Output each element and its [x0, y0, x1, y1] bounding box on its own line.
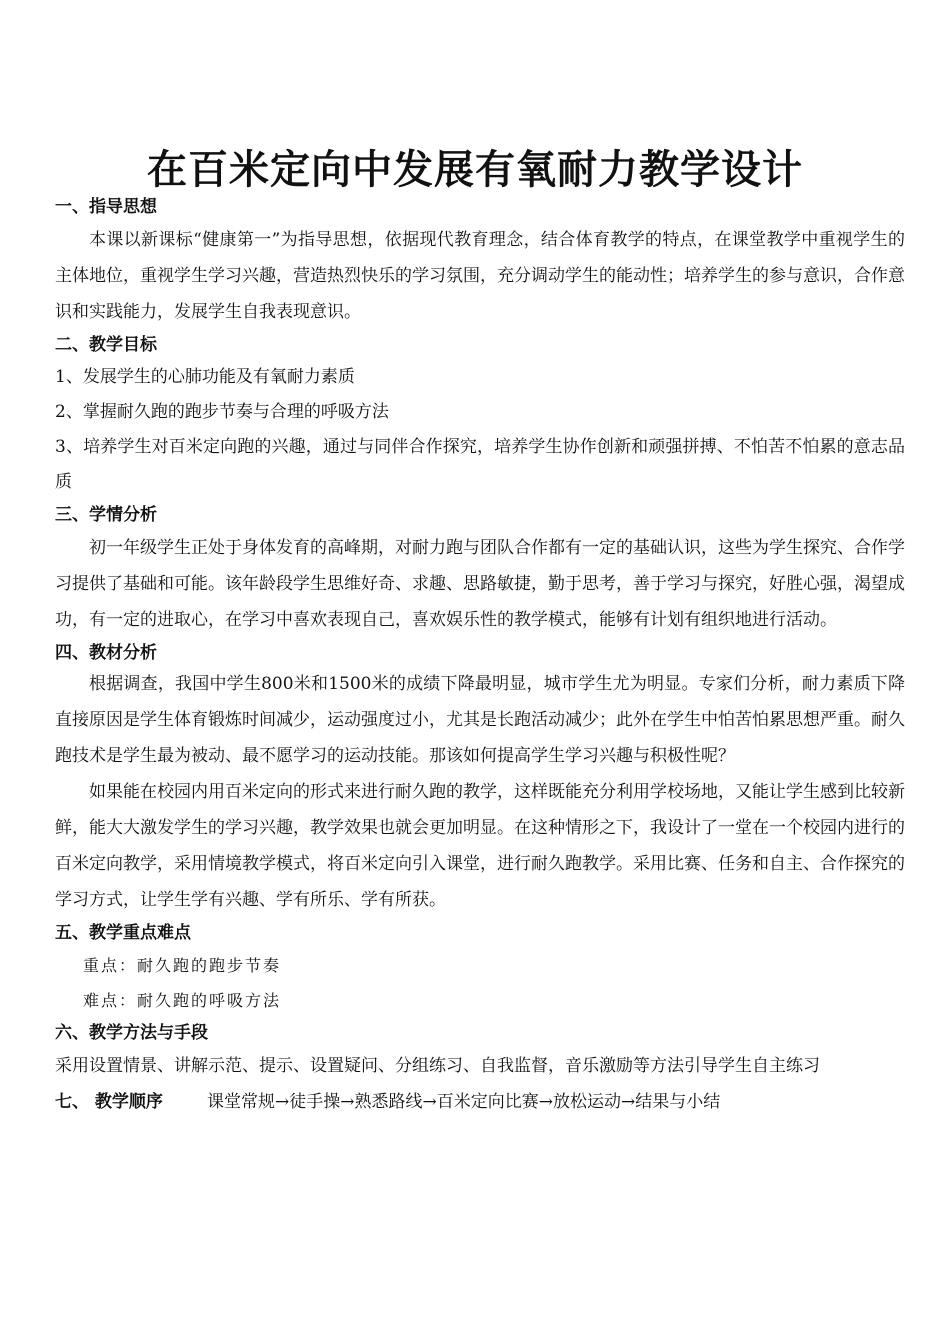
document-title: 在百米定向中发展有氧耐力教学设计 [147, 147, 803, 193]
section-heading: 六、教学方法与手段 [55, 1023, 208, 1043]
section-material-analysis [55, 638, 905, 918]
key-point: 重点：耐久跑的跑步节奏 [83, 956, 282, 975]
section-paragraph: 初一年级学生正处于身体发育的高峰期，对耐力跑与团队合作都有一定的基础认识，这些为学生探究、合作学习提供了基础和可能。该年龄段学生思维好奇、求趣、思路敏捷，勤于思考，善于学习与探究，好胜心强，渴望成功，有一定的进取心，在学习中喜欢表现自己，喜欢娱乐性的教学模式，能够有计划有组织地进行活动。 [55, 538, 905, 630]
goal-item: 2、掌握耐久跑的跑步节奏与合理的呼吸方法 [55, 402, 389, 422]
sequence-row [55, 1084, 905, 1120]
section-teaching-goals [55, 330, 905, 500]
section-key-difficult-points [55, 918, 905, 1018]
section-guiding-thought [55, 192, 905, 330]
difficult-point: 难点：耐久跑的呼吸方法 [83, 991, 282, 1010]
section-student-analysis [55, 500, 905, 638]
sequence-text: 课堂常规→徒手操→熟悉路线→百米定向比赛→放松运动→结果与小结 [207, 1092, 721, 1112]
section-paragraph: 本课以新课标“健康第一”为指导思想，依据现代教育理念，结合体育教学的特点，在课堂教学中重视学生的主体地位，重视学生学习兴趣，营造热烈快乐的学习氛围，充分调动学生的能动性；培养学生的参与意识，合作意识和实践能力，发展学生自我表现意识。 [55, 230, 905, 322]
section-heading: 七、 教学顺序 [55, 1092, 163, 1112]
goal-item: 1、发展学生的心肺功能及有氧耐力素质 [55, 367, 355, 387]
section-paragraph: 如果能在校园内用百米定向的形式来进行耐久跑的教学，这样既能充分利用学校场地，又能让学生感到比较新鲜，能大大激发学生的学习兴趣，教学效果也就会更加明显。在这种情形之下，我设计了一堂在一个校园内进行的百米定向教学，采用情境教学模式，将百米定向引入课堂，进行耐久跑教学。采用比赛、任务和自主、合作探究的学习方式，让学生学有兴趣、学有所乐、学有所获。 [55, 782, 905, 910]
goal-item: 3、培养学生对百米定向跑的兴趣，通过与同伴合作探究，培养学生协作创新和顽强拼搏、不怕苦不怕累的意志品质 [55, 437, 905, 492]
section-heading: 四、教材分析 [55, 643, 157, 663]
section-heading: 一、指导思想 [55, 197, 157, 217]
section-heading: 三、学情分析 [55, 505, 157, 525]
section-teaching-methods [55, 1018, 905, 1084]
methods-text: 采用设置情景、讲解示范、提示、设置疑问、分组练习、自我监督，音乐激励等方法引导学生自主练习 [55, 1056, 820, 1076]
document-body [55, 192, 905, 1120]
section-heading: 五、教学重点难点 [55, 923, 191, 943]
section-paragraph: 根据调查，我国中学生800米和1500米的成绩下降最明显，城市学生尤为明显。专家们分析，耐力素质下降直接原因是学生体育锻炼时间减少，运动强度过小，尤其是长跑活动减少；此外在学生中怕苦怕累思想严重。耐久跑技术是学生最为被动、最不愿学习的运动技能。那该如何提高学生学习兴趣与积极性呢？ [55, 674, 905, 766]
section-teaching-sequence [55, 1084, 905, 1120]
section-heading: 二、教学目标 [55, 335, 157, 355]
